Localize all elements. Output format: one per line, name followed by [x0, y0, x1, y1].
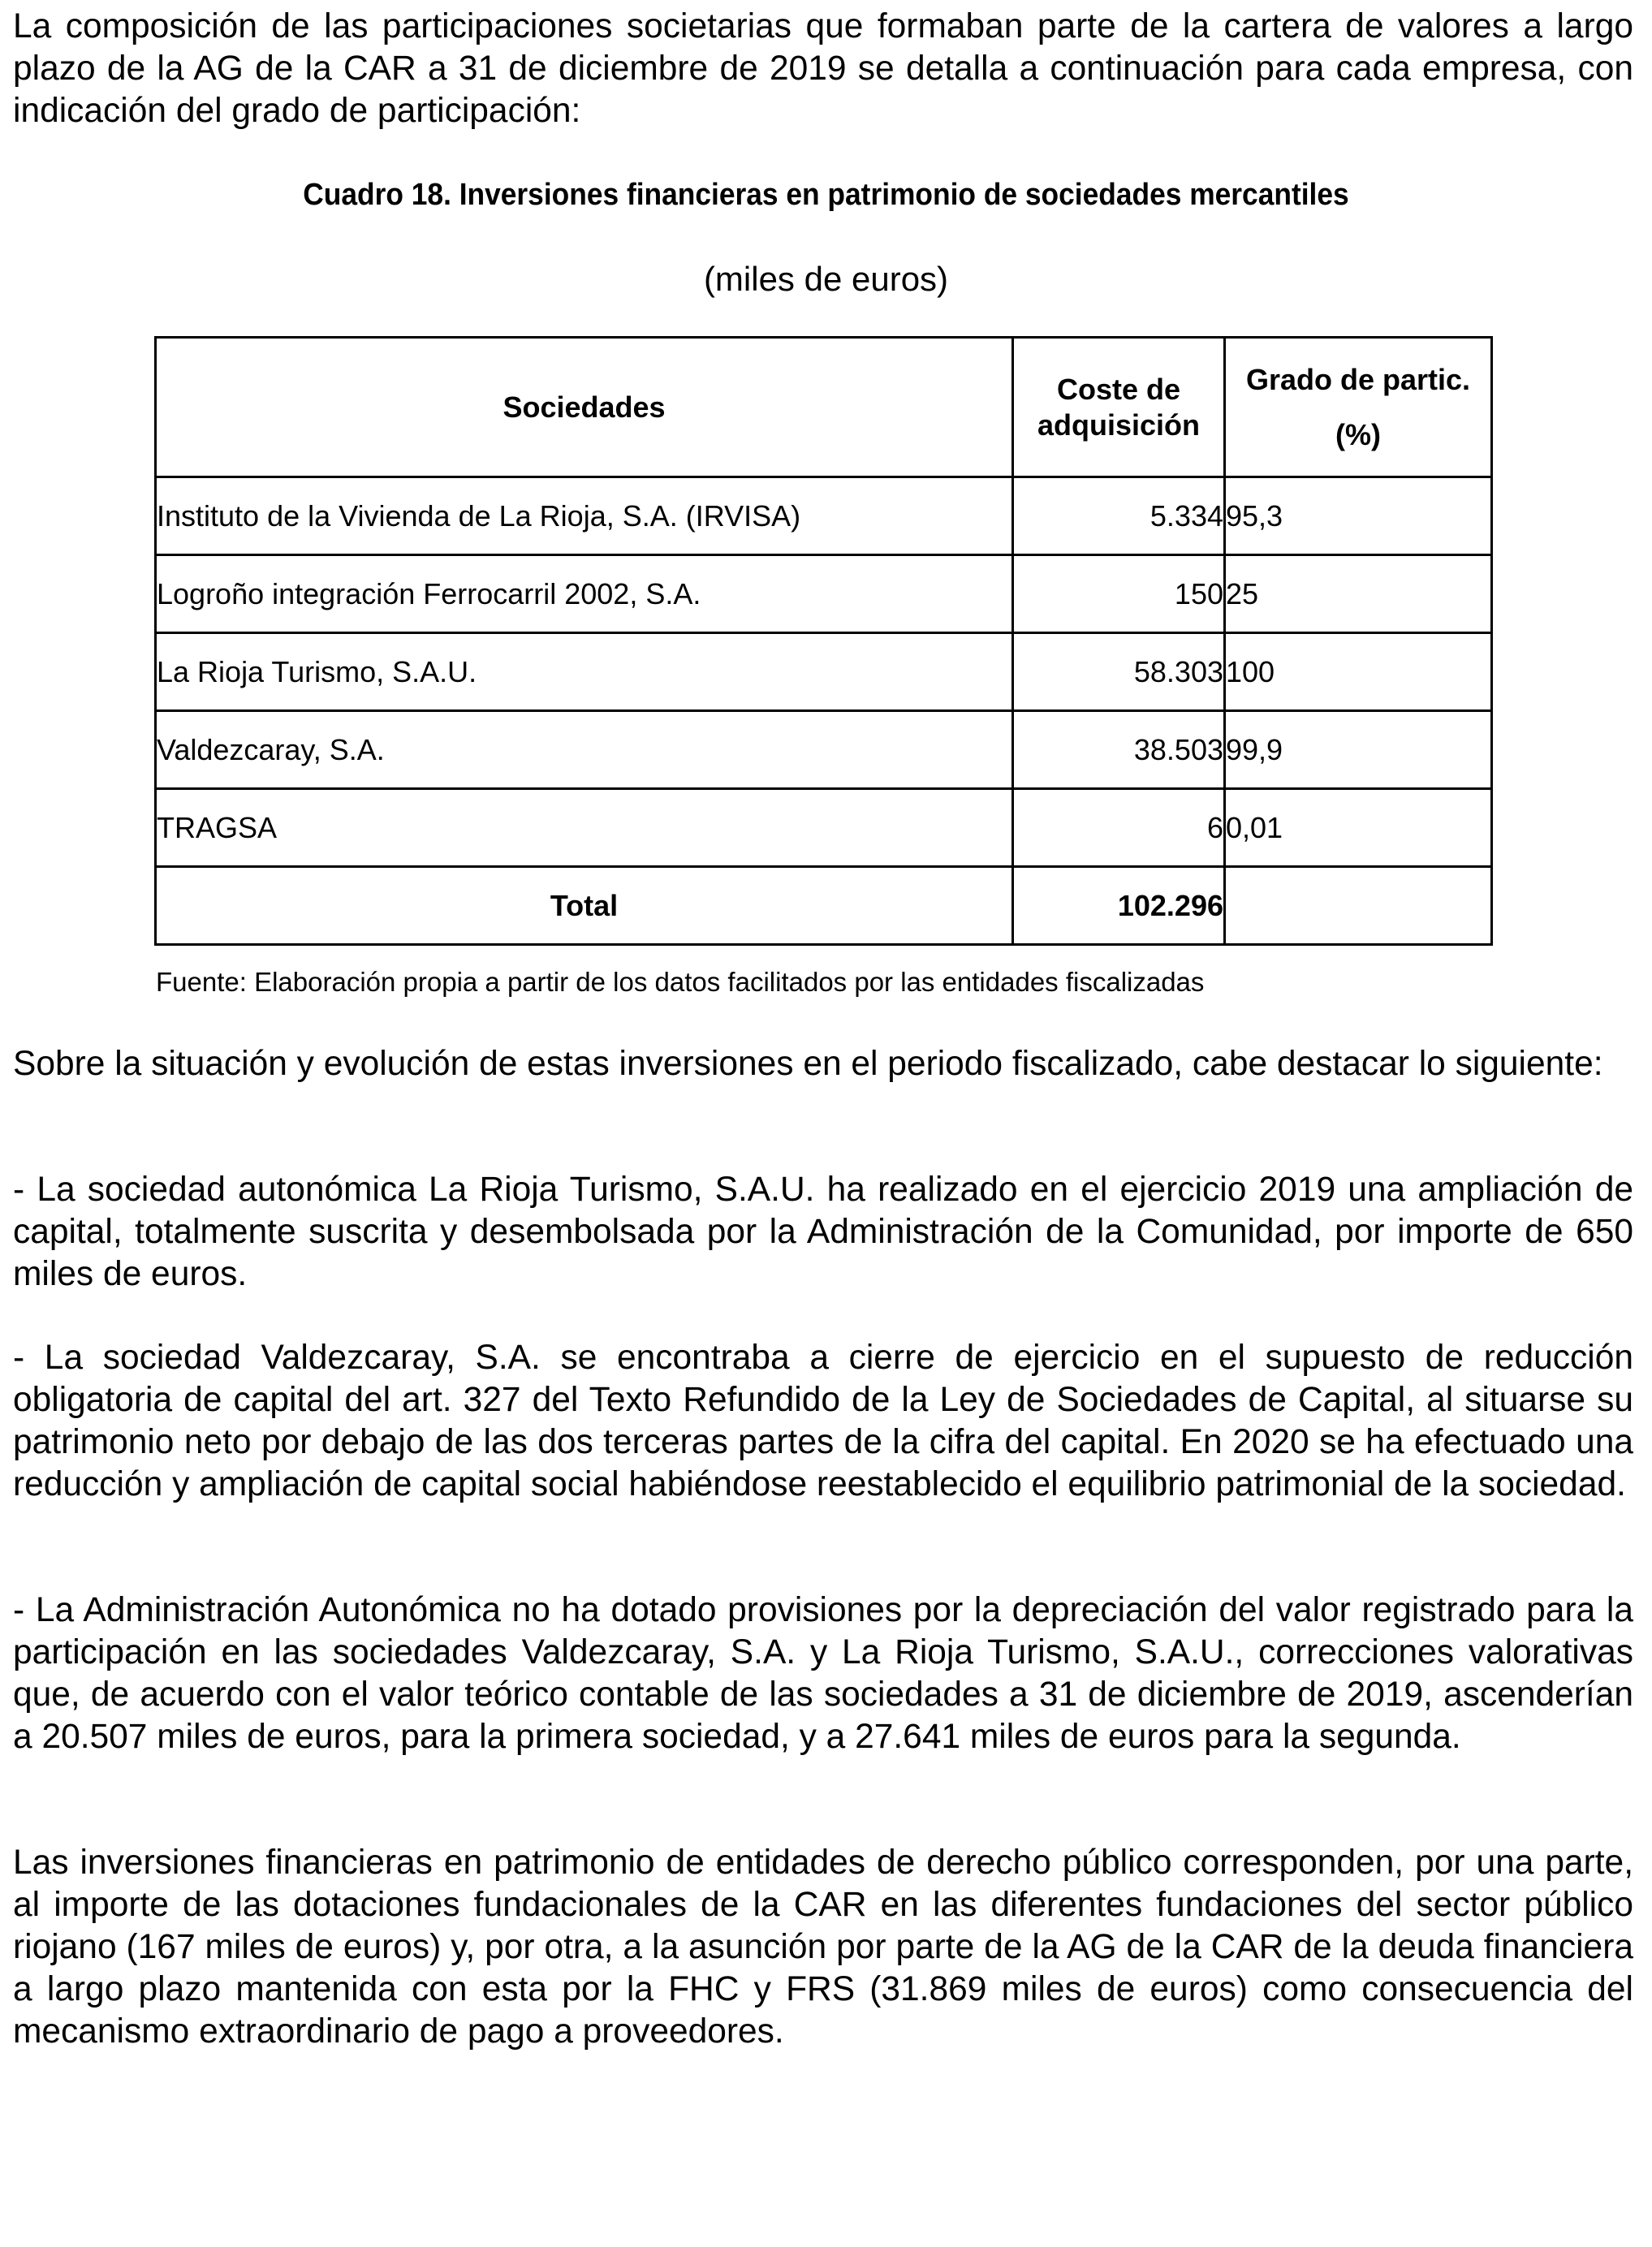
cell-coste: 150 [1013, 555, 1225, 633]
header-coste [1013, 338, 1225, 477]
table-row [156, 789, 1492, 867]
cell-grado: 25 [1225, 555, 1492, 633]
cell-coste: 5.334 [1013, 477, 1225, 555]
body-paragraph: Las inversiones financieras en patrimonio de entidades de derecho público corresponden, por una parte, al importe de las dotaciones fundacionales de la CAR en las diferentes fundaciones del sector público riojano (167 miles de euros) y, por otra, a la asunción por parte de la AG de la CAR de la deuda financiera a largo plazo mantenida con esta por la FHC y FRS (31.869 miles de euros) como consecuencia del mecanismo extraordinario de pago a proveedores. [13, 1844, 1633, 2051]
cell-sociedad: Valdezcaray, S.A. [156, 711, 1013, 789]
cell-coste: 38.503 [1013, 711, 1225, 789]
table-row [156, 711, 1492, 789]
header-grado-line2: (%) [1335, 417, 1381, 451]
cell-sociedad: La Rioja Turismo, S.A.U. [156, 633, 1013, 711]
cell-grado: 100 [1225, 633, 1492, 711]
total-grado-empty [1225, 867, 1492, 945]
cell-sociedad: TRAGSA [156, 789, 1013, 867]
cell-grado: 0,01 [1225, 789, 1492, 867]
header-coste-line2: adquisición [1037, 408, 1201, 442]
cell-grado: 99,9 [1225, 711, 1492, 789]
cell-coste: 6 [1013, 789, 1225, 867]
header-coste-line1: Coste de [1056, 372, 1181, 406]
header-sociedades: Sociedades [156, 338, 1013, 477]
header-grado [1225, 338, 1492, 477]
table-units: (miles de euros) [703, 260, 949, 298]
total-label: Total [156, 867, 1013, 945]
table-title: Cuadro 18. Inversiones financieras en patrimonio de sociedades mercantiles [303, 178, 1349, 212]
header-grado-line1: Grado de partic. [1245, 362, 1471, 396]
cell-sociedad: Instituto de la Vivienda de La Rioja, S.A. (IRVISA) [156, 477, 1013, 555]
cell-coste: 58.303 [1013, 633, 1225, 711]
table-source-note: Fuente: Elaboración propia a partir de los datos facilitados por las entidades fiscalizadas [156, 967, 1205, 997]
investments-table [154, 336, 1493, 946]
body-paragraph: - La sociedad Valdezcaray, S.A. se encontraba a cierre de ejercicio en el supuesto de reducción obligatoria de capital del art. 327 del Texto Refundido de la Ley de Sociedades de Capital, al situarse su patrimonio neto por debajo de las dos terceras partes de la cifra del capital. En 2020 se ha efectuado una reducción y ampliación de capital social habiéndose reestablecido el equilibrio patrimonial de la sociedad. [13, 1339, 1633, 1503]
intro-paragraph: La composición de las participaciones societarias que formaban parte de la cartera de valores a largo plazo de la AG de la CAR a 31 de diciembre de 2019 se detalla a continuación para cada empresa, con indicación del grado de participación: [13, 7, 1633, 130]
body-paragraph: Sobre la situación y evolución de estas inversiones en el periodo fiscalizado, cabe destacar lo siguiente: [13, 1045, 1603, 1083]
table-total-row [156, 867, 1492, 945]
table-row [156, 633, 1492, 711]
cell-sociedad: Logroño integración Ferrocarril 2002, S.A. [156, 555, 1013, 633]
total-coste: 102.296 [1013, 867, 1225, 945]
table-row [156, 477, 1492, 555]
table-header-row [156, 338, 1492, 477]
body-paragraph: - La sociedad autonómica La Rioja Turismo, S.A.U. ha realizado en el ejercicio 2019 una ampliación de capital, totalmente suscrita y desembolsada por la Administración de la Comunidad, por importe de 650 miles de euros. [13, 1171, 1633, 1293]
cell-grado: 95,3 [1225, 477, 1492, 555]
table-row [156, 555, 1492, 633]
body-paragraph: - La Administración Autonómica no ha dotado provisiones por la depreciación del valor registrado para la participación en las sociedades Valdezcaray, S.A. y La Rioja Turismo, S.A.U., correcciones valorativas que, de acuerdo con el valor teórico contable de las sociedades a 31 de diciembre de 2019, ascenderían a 20.507 miles de euros, para la primera sociedad, y a 27.641 miles de euros para la segunda. [13, 1591, 1633, 1756]
